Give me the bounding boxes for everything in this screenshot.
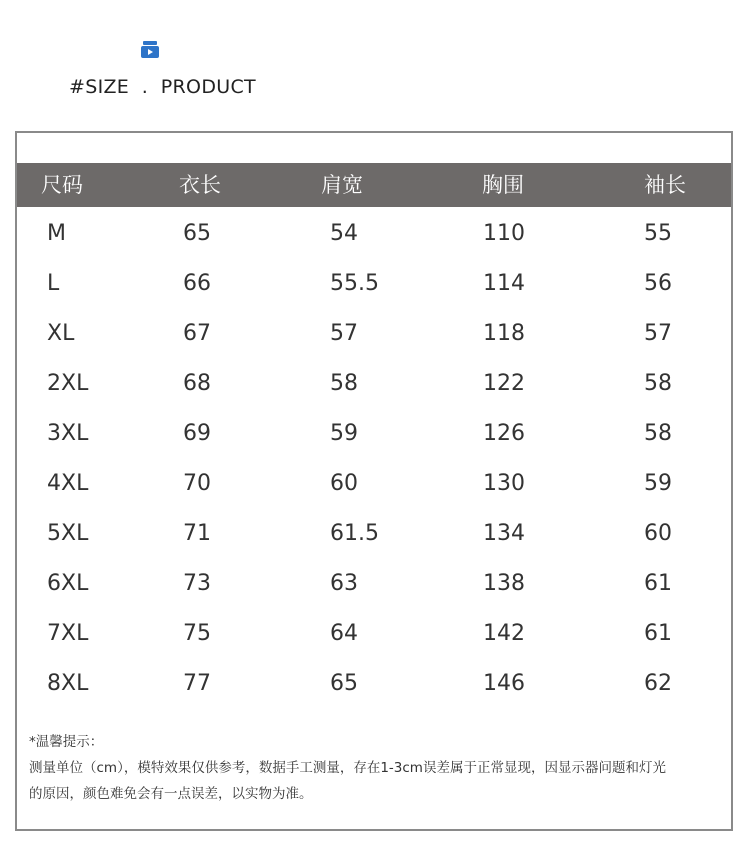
- column-header-length: 衣长: [179, 173, 221, 197]
- cell-length: 67: [183, 321, 211, 346]
- cell-length: 70: [183, 471, 211, 496]
- table-row: [17, 309, 731, 359]
- cell-sleeve: 57: [644, 321, 672, 346]
- cell-sleeve: 58: [644, 371, 672, 396]
- cell-size: M: [47, 221, 66, 246]
- table-row: [17, 509, 731, 559]
- cell-size: 7XL: [47, 621, 89, 646]
- cell-size: 5XL: [47, 521, 89, 546]
- cell-size: 4XL: [47, 471, 89, 496]
- tips-line-1: 测量单位（cm），模特效果仅供参考，数据手工测量，存在1-3cm误差属于正常显现，因显示器问题和灯光: [29, 760, 666, 776]
- table-row: [17, 409, 731, 459]
- cell-sleeve: 61: [644, 621, 672, 646]
- cell-shoulder: 58: [330, 371, 358, 396]
- cell-length: 69: [183, 421, 211, 446]
- cell-chest: 134: [483, 521, 525, 546]
- cell-sleeve: 61: [644, 571, 672, 596]
- table-row: [17, 259, 731, 309]
- table-row: [17, 459, 731, 509]
- cell-chest: 130: [483, 471, 525, 496]
- cell-length: 66: [183, 271, 211, 296]
- cell-length: 73: [183, 571, 211, 596]
- cell-shoulder: 63: [330, 571, 358, 596]
- cell-sleeve: 62: [644, 671, 672, 696]
- table-header: [17, 163, 731, 207]
- cell-chest: 110: [483, 221, 525, 246]
- size-chart-table: [15, 131, 733, 831]
- cell-shoulder: 54: [330, 221, 358, 246]
- cell-shoulder: 55.5: [330, 271, 379, 296]
- cell-shoulder: 59: [330, 421, 358, 446]
- table-row: [17, 659, 731, 709]
- cell-sleeve: 56: [644, 271, 672, 296]
- cell-length: 65: [183, 221, 211, 246]
- column-header-shoulder: 肩宽: [321, 173, 363, 197]
- cell-sleeve: 60: [644, 521, 672, 546]
- cell-chest: 122: [483, 371, 525, 396]
- cell-shoulder: 65: [330, 671, 358, 696]
- cell-size: 2XL: [47, 371, 89, 396]
- cell-size: XL: [47, 321, 75, 346]
- page-title: #SIZE . PRODUCT: [69, 76, 256, 98]
- cell-size: 3XL: [47, 421, 89, 446]
- cell-chest: 114: [483, 271, 525, 296]
- table-row: [17, 559, 731, 609]
- cell-size: 6XL: [47, 571, 89, 596]
- cell-sleeve: 59: [644, 471, 672, 496]
- cell-size: 8XL: [47, 671, 89, 696]
- cell-length: 71: [183, 521, 211, 546]
- cell-length: 68: [183, 371, 211, 396]
- table-row: [17, 209, 731, 259]
- cell-chest: 146: [483, 671, 525, 696]
- cell-length: 77: [183, 671, 211, 696]
- table-row: [17, 359, 731, 409]
- cell-shoulder: 61.5: [330, 521, 379, 546]
- cell-chest: 142: [483, 621, 525, 646]
- cell-chest: 118: [483, 321, 525, 346]
- tips-line-2: 的原因，颜色难免会有一点误差，以实物为准。: [29, 786, 313, 802]
- column-header-size: 尺码: [41, 173, 83, 197]
- cell-shoulder: 57: [330, 321, 358, 346]
- tips-title: *温馨提示：: [29, 734, 104, 750]
- cell-length: 75: [183, 621, 211, 646]
- cell-size: L: [47, 271, 60, 296]
- cell-sleeve: 55: [644, 221, 672, 246]
- cell-sleeve: 58: [644, 421, 672, 446]
- cell-chest: 138: [483, 571, 525, 596]
- cell-shoulder: 60: [330, 471, 358, 496]
- tips-note: [29, 729, 729, 807]
- cell-chest: 126: [483, 421, 525, 446]
- column-header-sleeve: 袖长: [644, 173, 686, 197]
- cell-shoulder: 64: [330, 621, 358, 646]
- table-row: [17, 609, 731, 659]
- column-header-chest: 胸围: [482, 173, 524, 197]
- storefront-play-icon: [138, 38, 162, 62]
